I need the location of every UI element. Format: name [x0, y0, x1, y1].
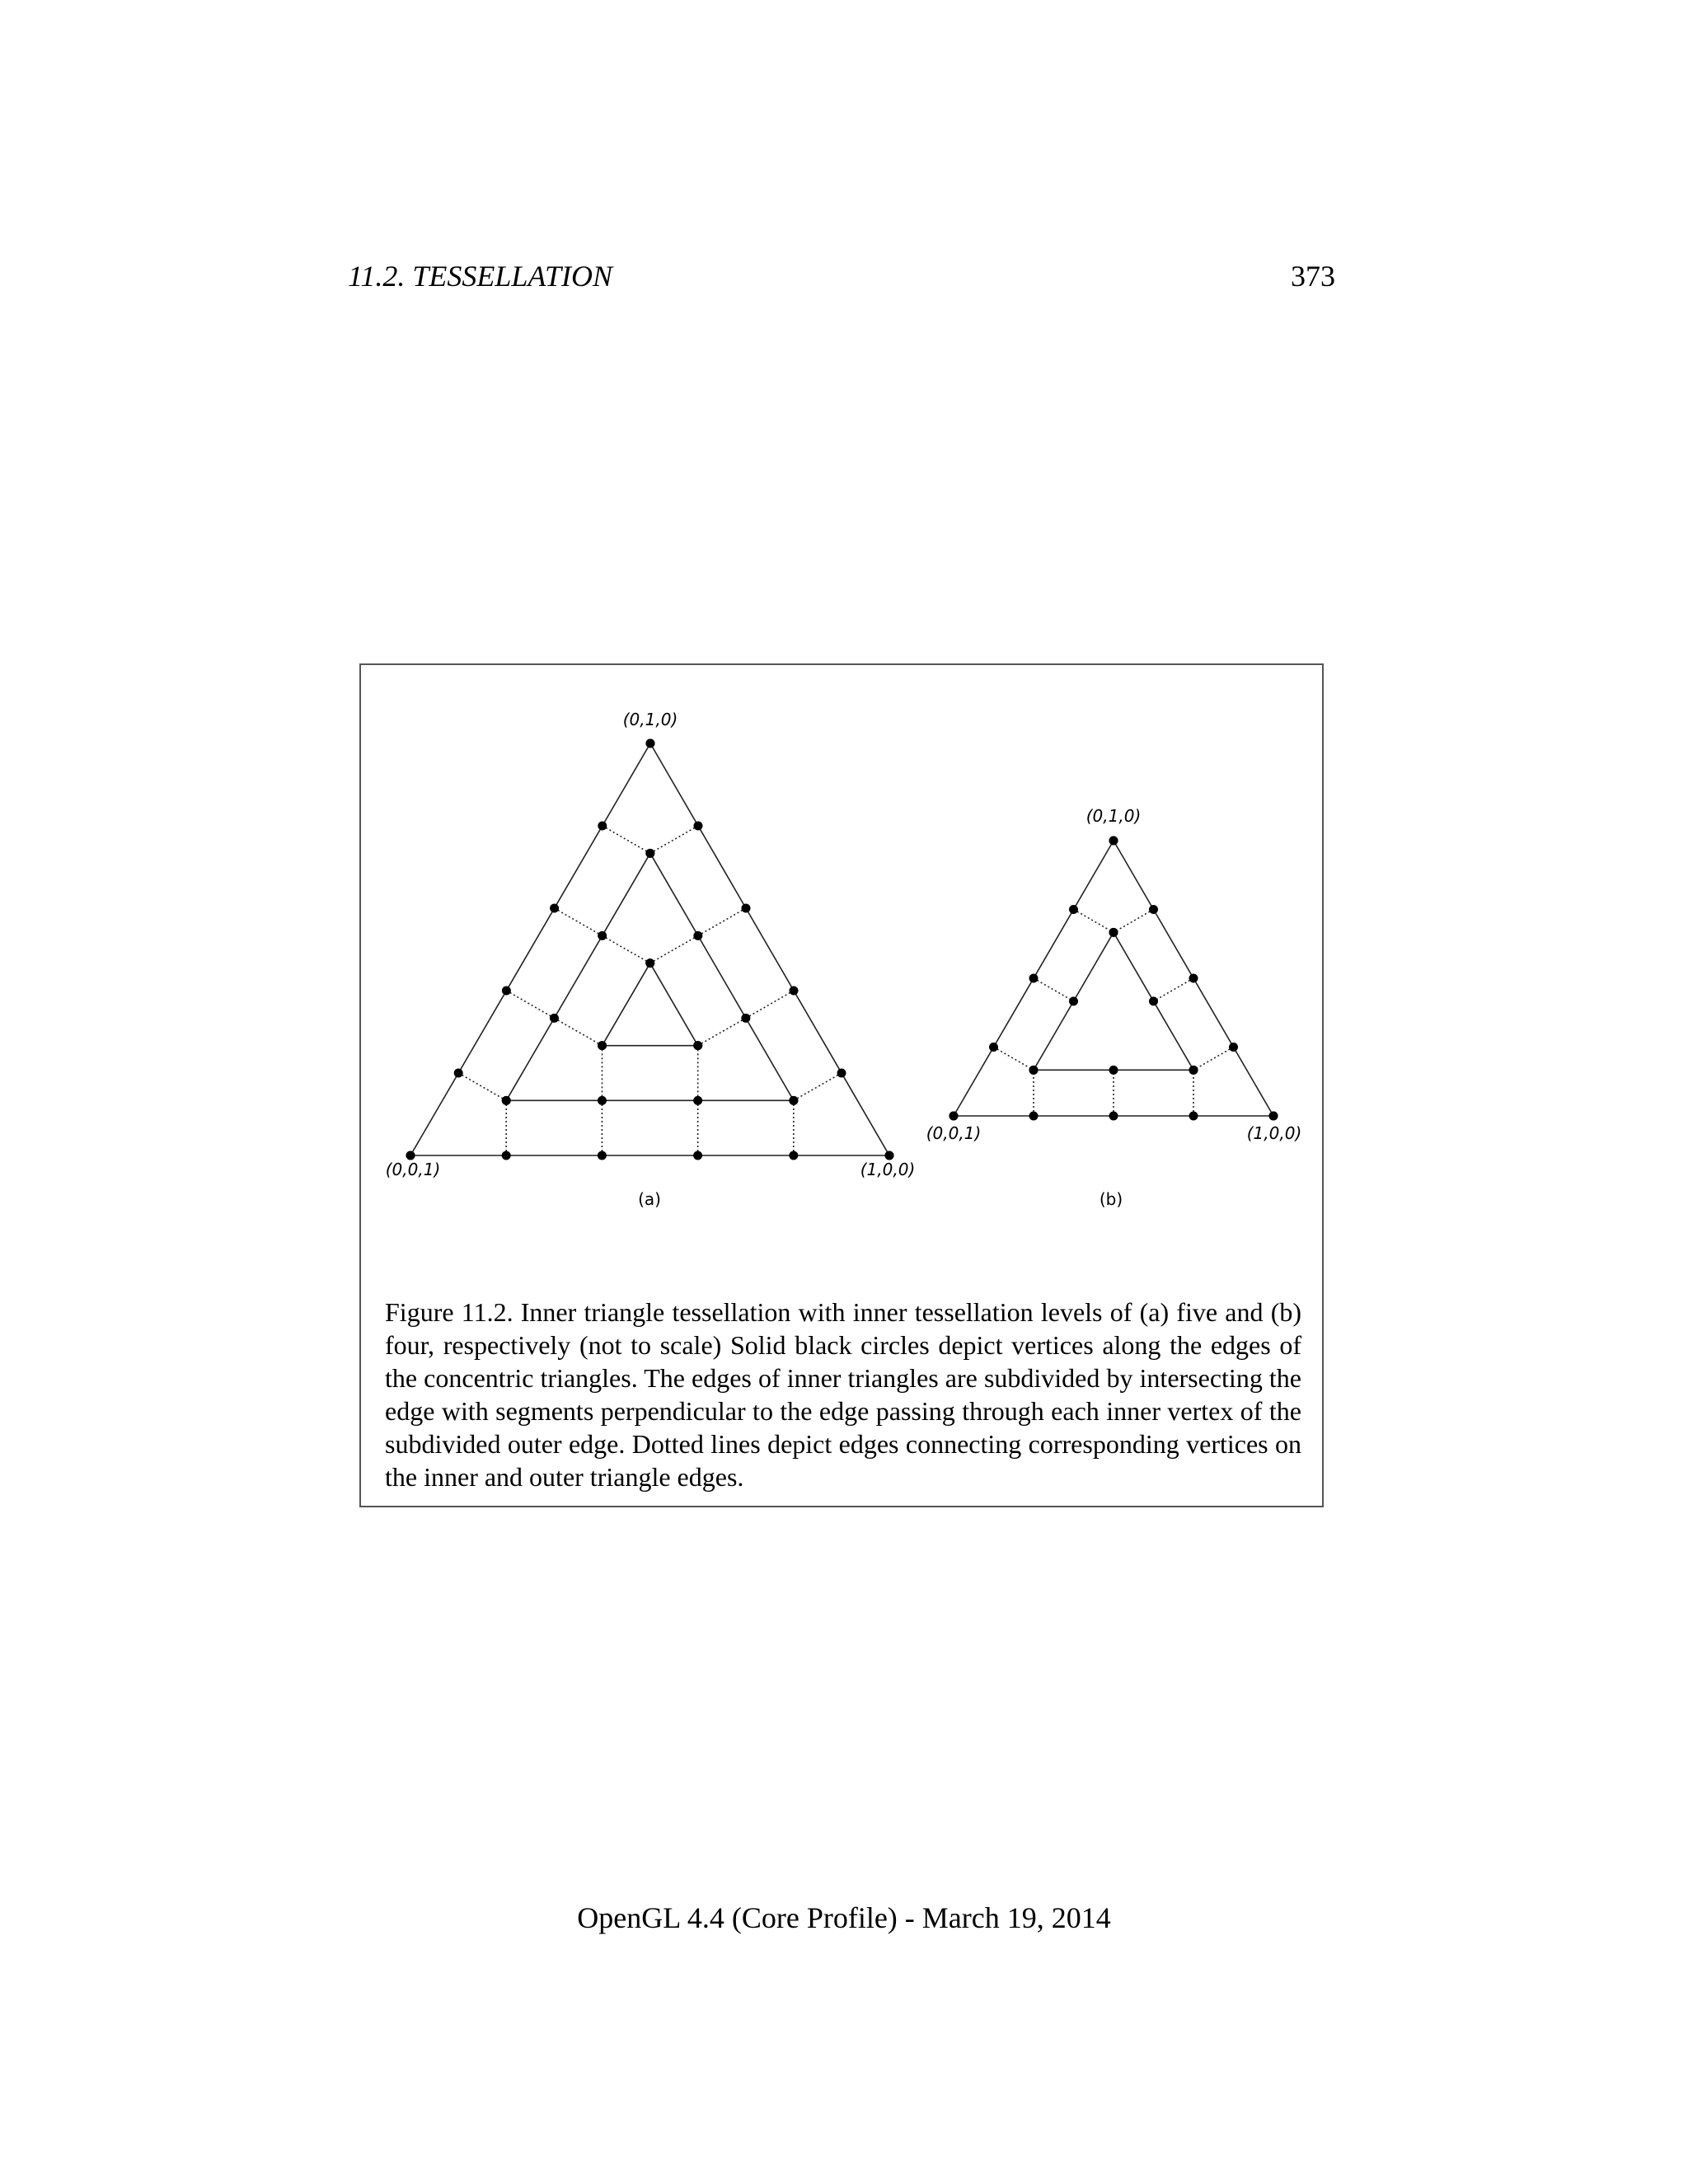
b-vertex-dot [1069, 905, 1078, 914]
tessellation-diagram-a [406, 739, 894, 1160]
b-vertex-dot [1029, 974, 1039, 983]
a-vertex-dot [454, 1069, 463, 1078]
a-vertex-dot [693, 1041, 702, 1050]
b-connector-edge [994, 1047, 1034, 1071]
b-connector-edge [1193, 1047, 1234, 1071]
a-vertex-dot [406, 1151, 415, 1160]
a-vertex-dot [598, 1096, 607, 1105]
b-vertex-dot [1109, 1066, 1118, 1075]
a-triangle-edge [603, 963, 650, 1046]
a-vertex-dot [550, 904, 559, 913]
b-vertex-dot [1109, 928, 1118, 937]
a-triangle-edge [650, 963, 698, 1046]
a-vertex-dot [598, 931, 607, 940]
page-number: 373 [1291, 260, 1335, 293]
a-vertex-dot [550, 1014, 559, 1023]
b-vertex-dot [1269, 1112, 1278, 1121]
a-vertex-dot [598, 822, 607, 831]
a-vertex-dot [502, 1151, 511, 1160]
b-vertex-dot [1149, 905, 1158, 914]
b-vertex-dot [950, 1112, 959, 1121]
b-vertex-dot [1069, 996, 1078, 1005]
a-vertex-dot [502, 1096, 511, 1105]
a-connector-edge [506, 991, 554, 1018]
subfigure-a-label: (a) [638, 1189, 661, 1209]
running-head: 11.2. TESSELLATION [348, 260, 613, 293]
a-triangle-edge [650, 853, 794, 1100]
page-footer: OpenGL 4.4 (Core Profile) - March 19, 2014 [577, 1901, 1111, 1934]
subfigure-b-label: (b) [1099, 1189, 1123, 1209]
b-vertex-dot [1189, 974, 1198, 983]
b-vertex-dot [989, 1043, 998, 1052]
b-vertex-label-top: (0,1,0) [1085, 806, 1142, 826]
a-vertex-dot [741, 1014, 750, 1023]
a-connector-edge [650, 935, 698, 963]
a-triangle-edge [650, 743, 889, 1155]
a-connector-edge [650, 826, 698, 853]
a-connector-edge [794, 1073, 842, 1100]
b-vertex-dot [1189, 1112, 1198, 1121]
b-vertex-label-bottom-right: (1,0,0) [1246, 1123, 1302, 1143]
figure-caption: Figure 11.2. Inner triangle tessellation with inner tessellation levels of (a) five and (b) four, respectively (not to scale) Solid black circles depict vertices along the edges of the concentric triangles. The edges of inner triangles are subdivided by intersecting the edge with segments perpendicular to the edge passing through each inner vertex of the subdivided outer edge. Dotted lines depict edges connecting corresponding vertices on the inner and outer triangle edges. [385, 1297, 1301, 1492]
a-vertex-dot [645, 849, 654, 858]
a-triangle-edge [410, 743, 650, 1155]
b-vertex-dot [1229, 1043, 1238, 1052]
a-vertex-dot [693, 1096, 702, 1105]
a-vertex-dot [693, 1151, 702, 1160]
b-vertex-dot [1029, 1112, 1039, 1121]
a-vertex-dot [694, 822, 703, 831]
a-vertex-dot [693, 931, 702, 940]
tessellation-diagram-b [950, 837, 1278, 1121]
a-vertex-dot [789, 1151, 798, 1160]
a-vertex-dot [598, 1041, 607, 1050]
a-vertex-dot [645, 958, 654, 968]
a-vertex-dot [646, 739, 655, 748]
a-vertex-dot [789, 1096, 798, 1105]
b-vertex-dot [1109, 837, 1118, 846]
a-vertex-dot [742, 904, 751, 913]
a-connector-edge [603, 826, 650, 853]
a-connector-edge [555, 908, 603, 935]
a-connector-edge [603, 935, 650, 963]
a-connector-edge [698, 1018, 746, 1045]
b-connector-edge [1034, 978, 1074, 1001]
b-vertex-dot [1149, 996, 1158, 1005]
b-vertex-dot [1029, 1066, 1039, 1075]
a-vertex-dot [598, 1151, 607, 1160]
a-triangle-edge [506, 853, 650, 1100]
a-vertex-dot [837, 1069, 846, 1078]
a-connector-edge [746, 991, 794, 1018]
a-vertex-dot [502, 987, 511, 996]
a-connector-edge [698, 908, 746, 935]
b-connector-edge [1074, 910, 1114, 933]
b-vertex-dot [1189, 1066, 1198, 1075]
b-vertex-dot [1109, 1112, 1118, 1121]
a-connector-edge [458, 1073, 506, 1100]
a-vertex-label-bottom-right: (1,0,0) [860, 1160, 916, 1179]
a-vertex-label-top: (0,1,0) [622, 710, 678, 729]
a-vertex-dot [790, 987, 799, 996]
b-connector-edge [1154, 978, 1194, 1001]
b-vertex-label-bottom-left: (0,0,1) [926, 1123, 982, 1143]
a-vertex-label-bottom-left: (0,0,1) [385, 1160, 441, 1179]
b-connector-edge [1114, 910, 1154, 933]
a-vertex-dot [885, 1151, 894, 1160]
a-connector-edge [554, 1018, 602, 1045]
